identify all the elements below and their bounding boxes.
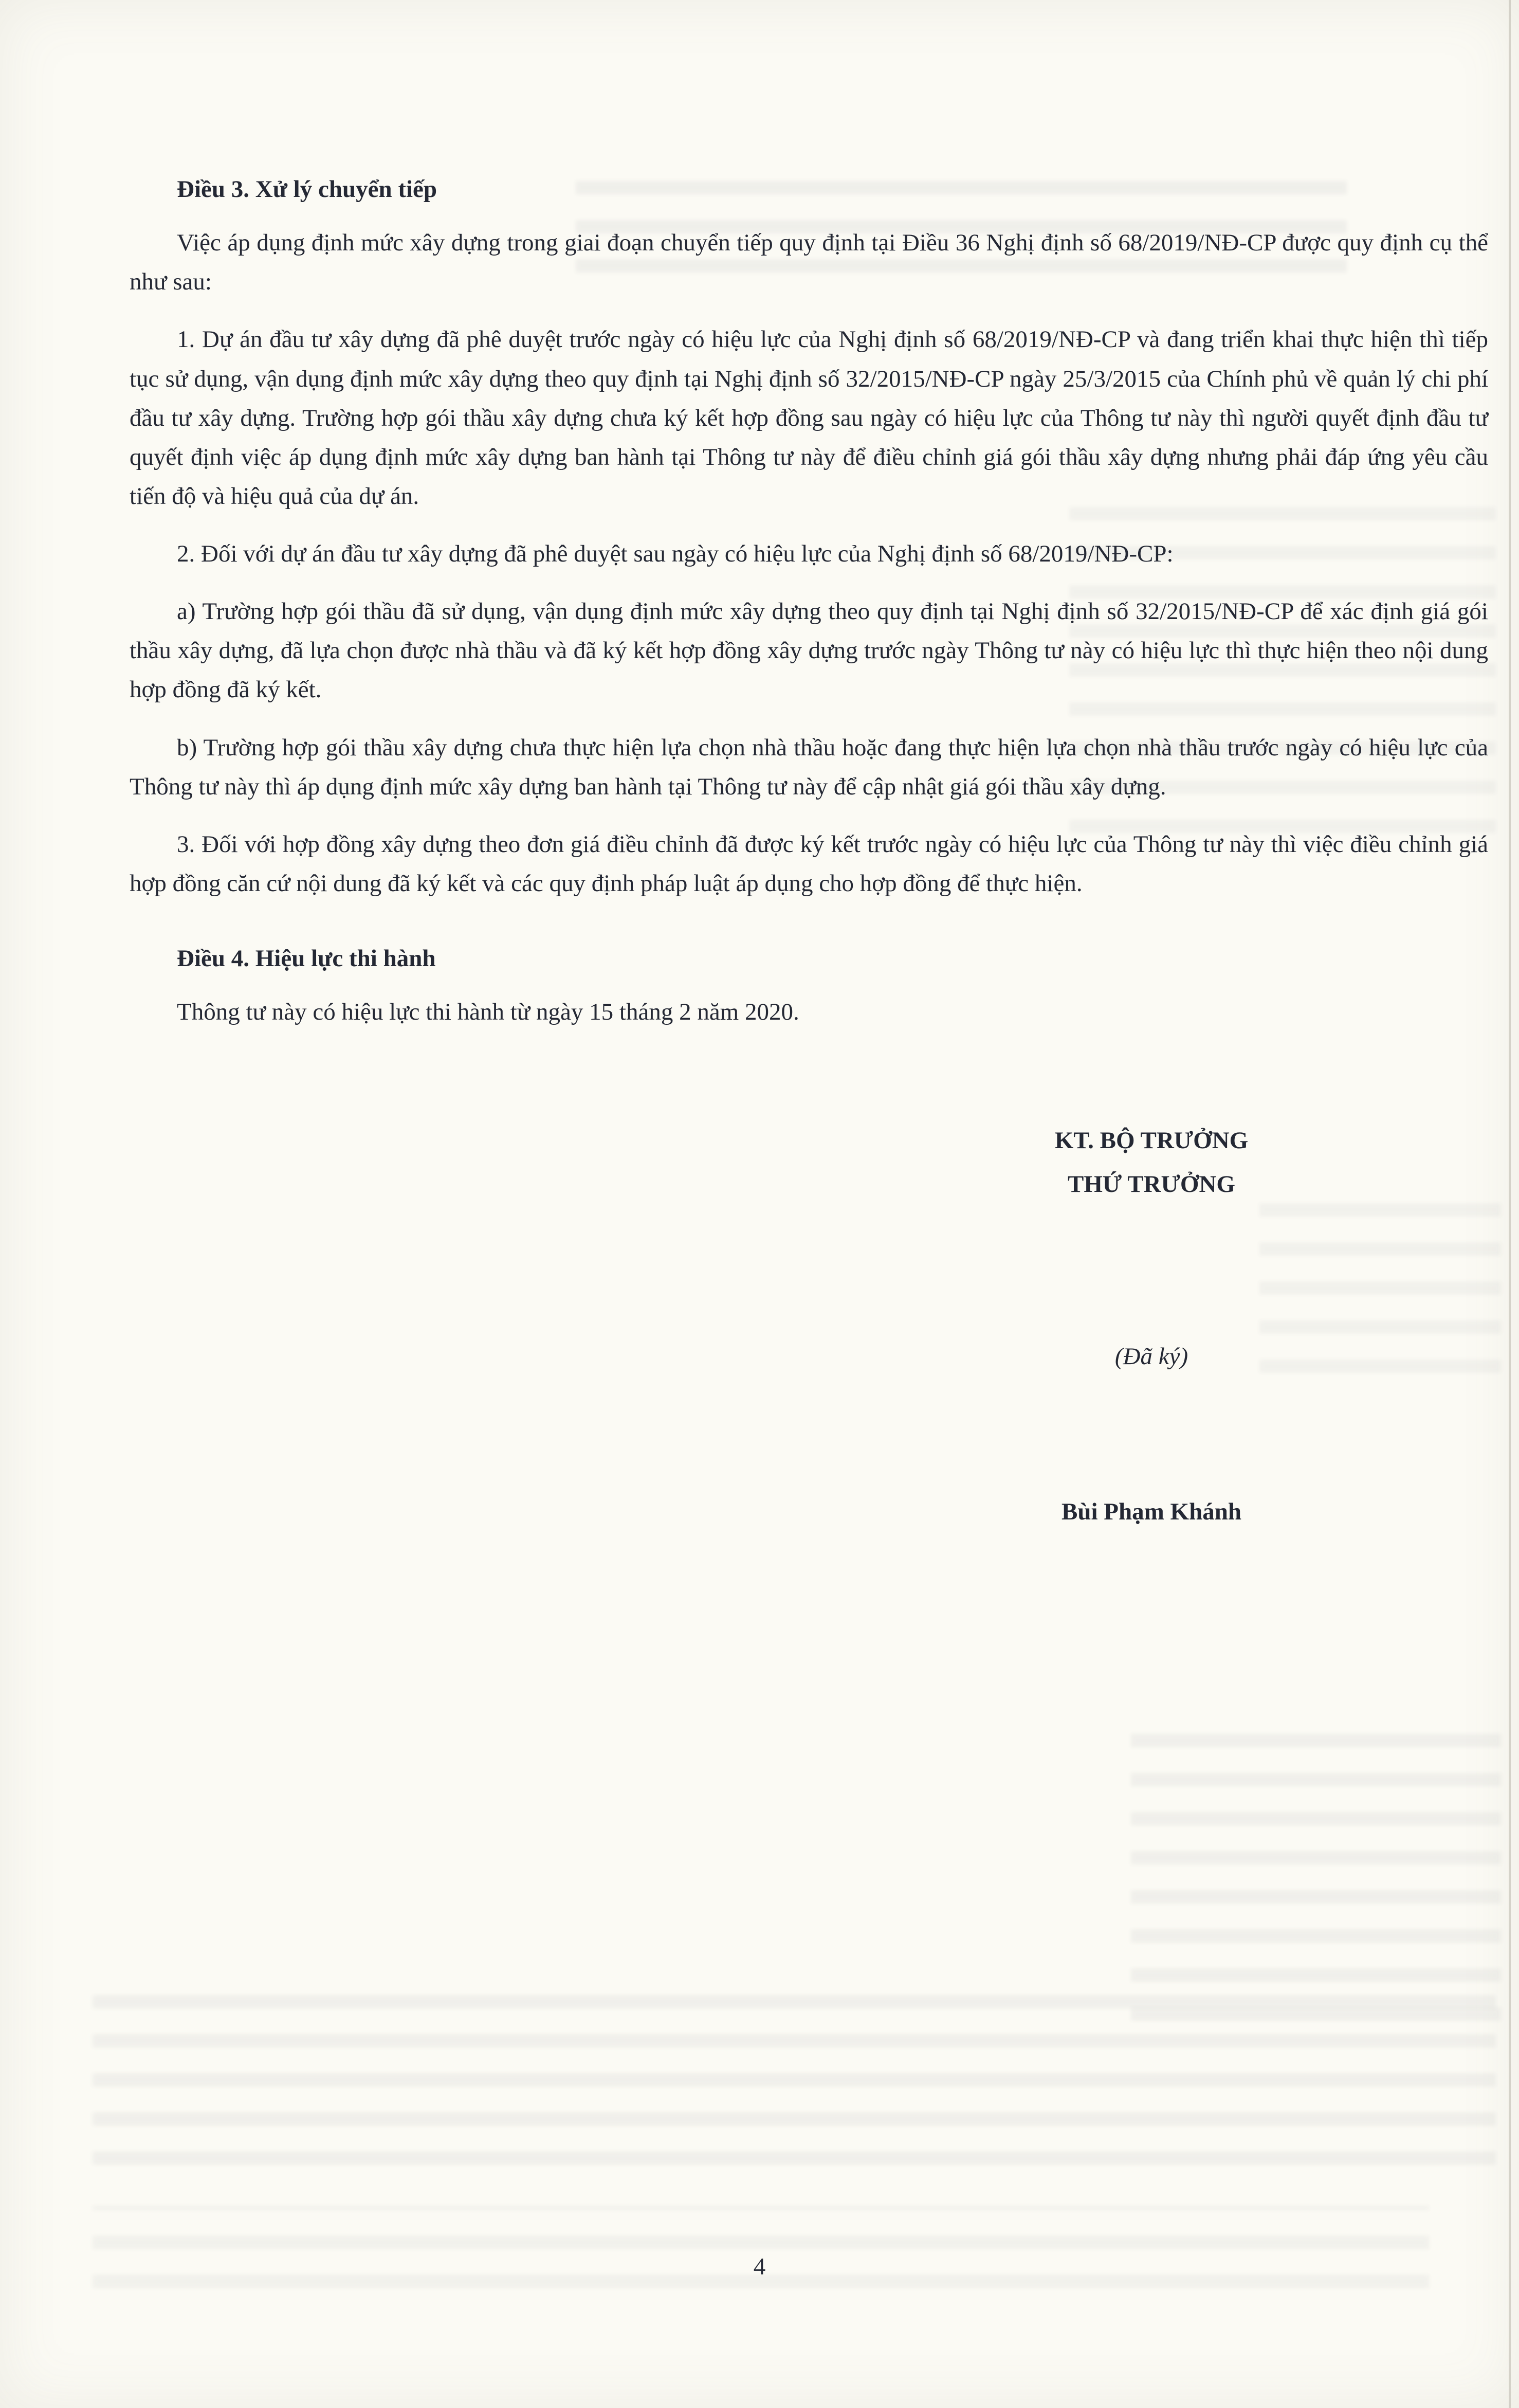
signer-title-line1: KT. BỘ TRƯỞNG	[1054, 1127, 1249, 1154]
bleed-through-artifact	[93, 1995, 1496, 2165]
paragraph-item-2b: b) Trường hợp gói thầu xây dựng chưa thực hiện lựa chọn nhà thầu hoặc đang thực hiện lựa chọn nhà thầu trước ngày có hiệu lực của Thông tư này thì áp dụng định mức xây dựng ban hành tại Thông tư này để cập nhật giá gói thầu xây dựng.	[130, 734, 1488, 800]
paragraph-item-1: 1. Dự án đầu tư xây dựng đã phê duyệt trước ngày có hiệu lực của Nghị định số 68/2019/NĐ-CP và đang triển khai thực hiện thì tiếp tục sử dụng, vận dụng định mức xây dựng theo quy định tại Nghị định số 32/2015/NĐ-CP ngày 25/3/2015 của Chính phủ về quản lý chi phí đầu tư xây dựng. Trường hợp gói thầu xây dựng chưa ký kết hợp đồng sau ngày có hiệu lực của Thông tư này thì người quyết định đầu tư quyết định việc áp dụng định mức xây dựng ban hành tại Thông tư này để điều chỉnh giá gói thầu xây dựng nhưng phải đáp ứng yêu cầu tiến độ và hiệu quả của dự án.	[130, 326, 1488, 510]
page-number: 4	[753, 2253, 766, 2280]
signer-name: Bùi Phạm Khánh	[1061, 1498, 1242, 1525]
section-heading-dieu-3: Điều 3. Xử lý chuyển tiếp	[177, 176, 437, 203]
signature-block	[925, 1119, 1378, 1531]
bleed-through-artifact	[1131, 1733, 1501, 2021]
signed-note: (Đã ký)	[1114, 1343, 1188, 1370]
paragraph-effective-date: Thông tư này có hiệu lực thi hành từ ngày 15 tháng 2 năm 2020.	[177, 999, 799, 1026]
signer-title-line2: THỨ TRƯỞNG	[1068, 1170, 1235, 1198]
paragraph-intro: Việc áp dụng định mức xây dựng trong giai đoạn chuyển tiếp quy định tại Điều 36 Nghị định số 68/2019/NĐ-CP được quy định cụ thể như sau:	[130, 229, 1488, 296]
paragraph-item-2a: a) Trường hợp gói thầu đã sử dụng, vận dụng định mức xây dựng theo quy định tại Nghị định số 32/2015/NĐ-CP để xác định giá gói thầu xây dựng, đã lựa chọn được nhà thầu và đã ký kết hợp đồng xây dựng trước ngày Thông tư này có hiệu lực thì thực hiện theo nội dung hợp đồng đã ký kết.	[130, 598, 1488, 703]
paragraph-item-2: 2. Đối với dự án đầu tư xây dựng đã phê duyệt sau ngày có hiệu lực của Nghị định số 68/2019/NĐ-CP:	[177, 540, 1174, 567]
section-heading-dieu-4: Điều 4. Hiệu lực thi hành	[177, 945, 436, 972]
paragraph-item-3: 3. Đối với hợp đồng xây dựng theo đơn giá điều chỉnh đã được ký kết trước ngày có hiệu lực của Thông tư này thì việc điều chỉnh giá hợp đồng căn cứ nội dung đã ký kết và các quy định pháp luật áp dụng cho hợp đồng để thực hiện.	[130, 830, 1488, 897]
